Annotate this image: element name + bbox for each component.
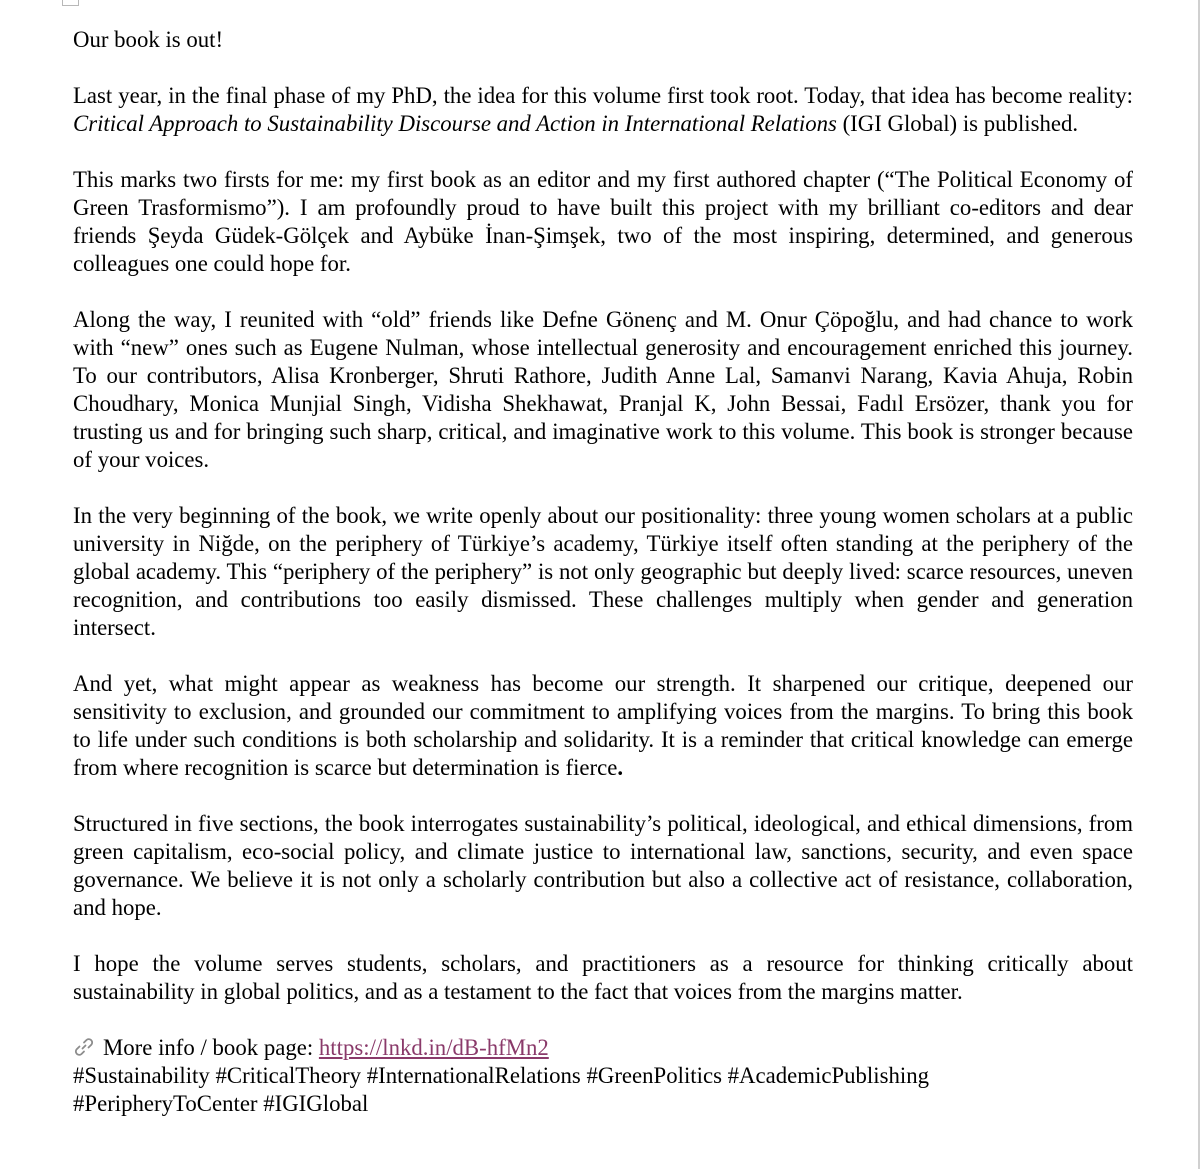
book-page-link[interactable]: https://lnkd.in/dB-hfMn2 <box>318 1035 549 1060</box>
paragraph-contributors: Along the way, I reunited with “old” friends like Defne Gönenç and M. Onur Çöpoğlu, and had chance to work with “new” ones such as Eugene Nulman, whose intellectual generosity and encouragement enriched this journey. To our contributors, Alisa Kronberger, Shruti Rathore, Judith Anne Lal, Samanvi Narang, Kavia Ahuja, Robin Choudhary, Monica Munjial Singh, Vidisha Shekhawat, Pranjal K, John Bessai, Fadıl Ersözer, thank you for trusting us and for bringing such sharp, critical, and imaginative work to this volume. This book is stronger because of your voices. <box>73 307 1133 472</box>
paragraph-origin <box>73 82 1133 138</box>
link-icon <box>73 1036 95 1058</box>
hashtags-line-2: #PeripheryToCenter #IGIGlobal <box>73 1091 369 1116</box>
post-footer <box>73 1034 1133 1118</box>
paragraph-origin-text: Last year, in the final phase of my PhD, the idea for this volume first took root. Today, that idea has become reality: <box>73 83 1133 108</box>
document-body <box>73 26 1133 1118</box>
paragraph-hope: I hope the volume serves students, scholars, and practitioners as a resource for thinking critically about sustainability in global politics, and as a testament to the fact that voices from the margins matter. <box>73 951 1133 1004</box>
more-info-label: More info / book page: <box>103 1035 319 1060</box>
paragraph-positionality: In the very beginning of the book, we write openly about our positionality: three young women scholars at a public university in Niğde, on the periphery of Türkiye’s academy, Türkiye itself often standing at the periphery of the global academy. This “periphery of the periphery” is not only geographic but deeply lived: scarce resources, uneven recognition, and contributions too easily dismissed. These challenges multiply when gender and generation intersect. <box>73 503 1133 640</box>
more-info-line <box>73 1034 1133 1062</box>
paragraph-firsts: This marks two firsts for me: my first book as an editor and my first authored chapter (“The Political Economy of Green Trasformismo”). I am profoundly proud to have built this project with my brilliant co-editors and dear friends Şeyda Güdek-Gölçek and Aybüke İnan-Şimşek, two of the most inspiring, determined, and generous colleagues one could hope for. <box>73 167 1133 276</box>
paragraph-structure: Structured in five sections, the book interrogates sustainability’s political, ideological, and ethical dimensions, from green capitalism, eco-social policy, and climate justice to international law, sanctions, security, and even space governance. We believe it is not only a scholarly contribution but also a collective act of resistance, collaboration, and hope. <box>73 811 1133 920</box>
ruler-marker <box>62 0 79 6</box>
post-heading: Our book is out! <box>73 27 224 52</box>
hashtags-line-1: #Sustainability #CriticalTheory #InternationalRelations #GreenPolitics #AcademicPublishing <box>73 1063 929 1088</box>
paragraph-strength <box>73 670 1133 782</box>
paragraph-strength-text: And yet, what might appear as weakness has become our strength. It sharpened our critique, deepened our sensitivity to exclusion, and grounded our commitment to amplifying voices from the margins. To bring this book to life under such conditions is both scholarship and solidarity. It is a reminder that critical knowledge can emerge from where recognition is scarce but determination is fierce <box>73 671 1133 780</box>
paragraph-strength-period: . <box>617 755 624 780</box>
paragraph-origin-end: (IGI Global) is published. <box>836 111 1079 136</box>
book-title: Critical Approach to Sustainability Discourse and Action in International Relations <box>73 111 837 136</box>
